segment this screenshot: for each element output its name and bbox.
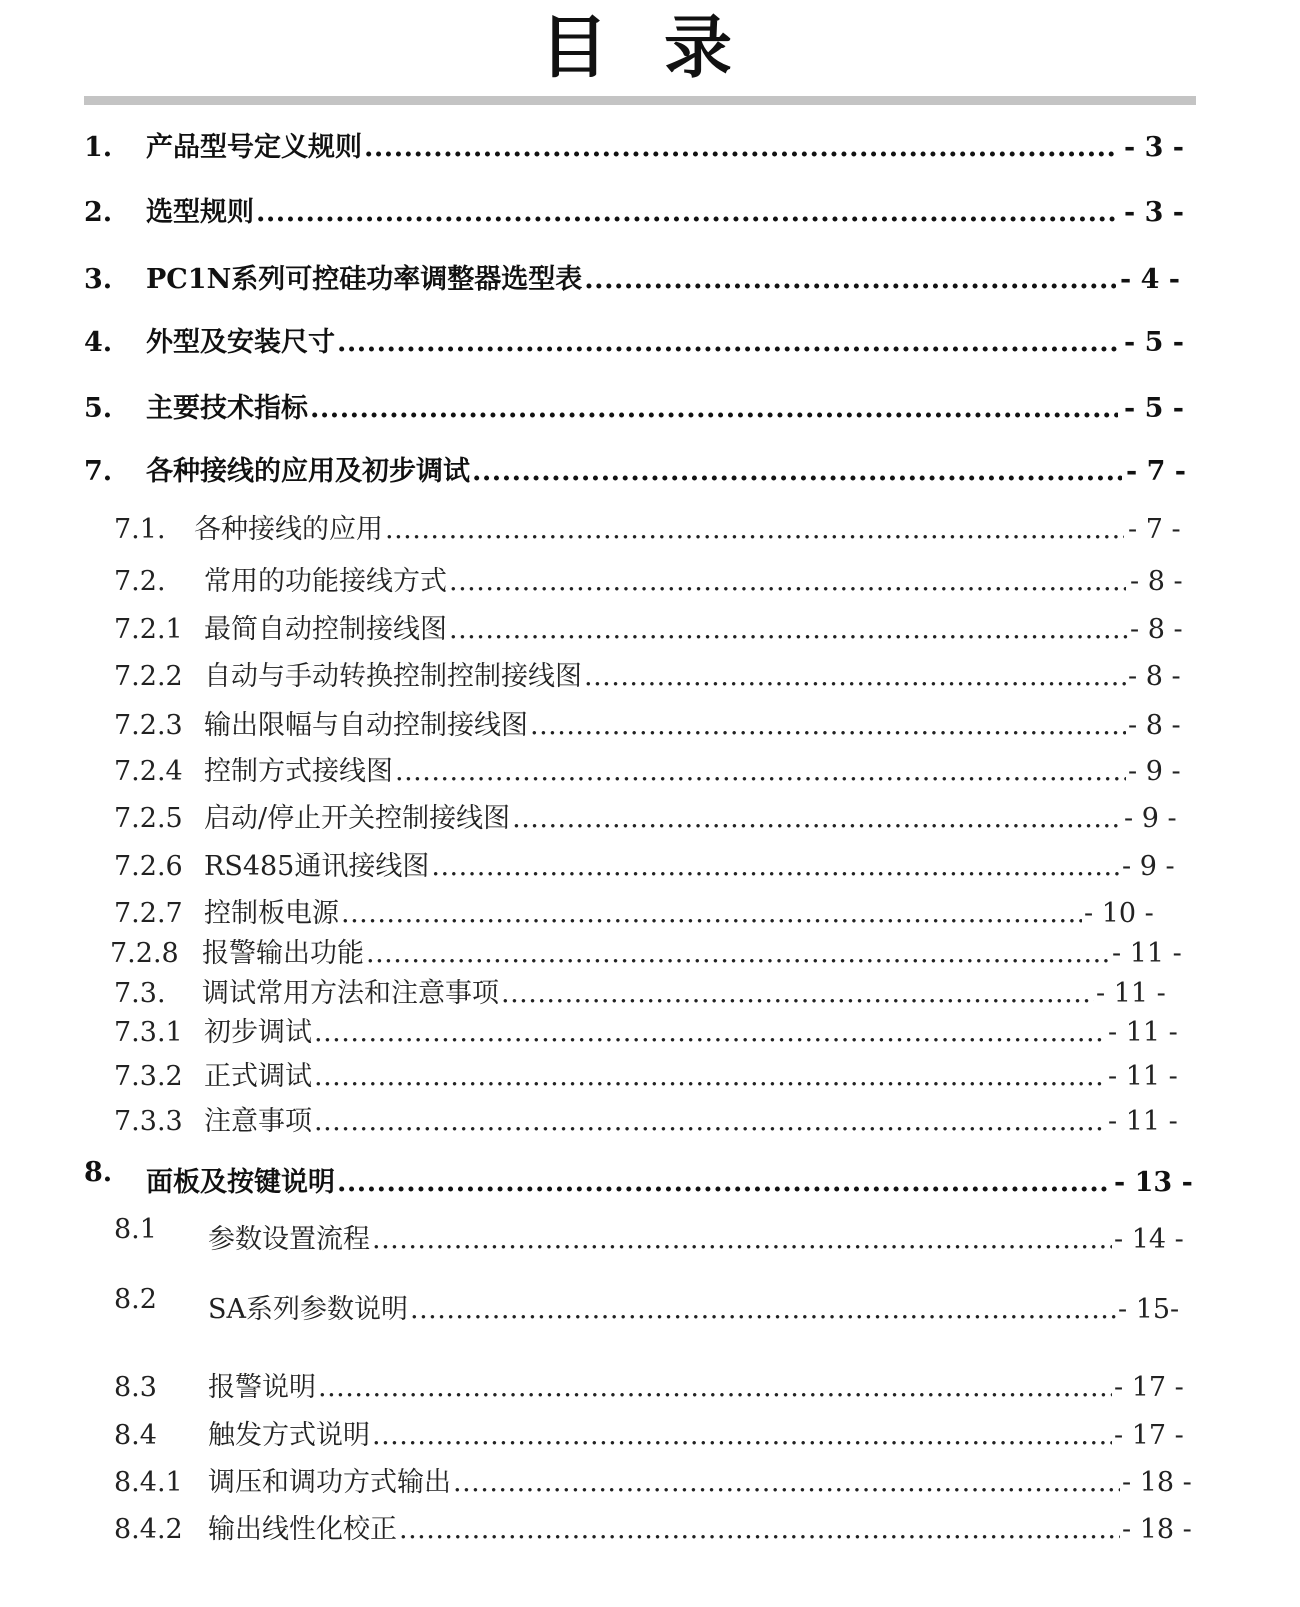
toc-entry-page-number: - 9 - [1124, 803, 1177, 834]
toc-entry-number: 7.2.1 [114, 614, 183, 645]
toc-entry-label: 初步调试 [204, 1017, 312, 1048]
toc-entry-number: 8.4.2 [114, 1514, 183, 1545]
toc-entry-number: 8.3 [114, 1372, 157, 1403]
toc-entry-page-number: - 11 - [1112, 938, 1182, 969]
toc-entry-page-number: - 11 - [1096, 978, 1166, 1009]
title-divider [84, 96, 1196, 105]
toc-entry-leader-dots [449, 562, 1126, 602]
toc-entry-leader-dots [364, 128, 1118, 168]
toc-entry-label: 常用的功能接线方式 [204, 566, 447, 597]
toc-entry[interactable] [0, 260, 1300, 300]
toc-entry-page-number: - 10 - [1084, 898, 1154, 929]
toc-entry-leader-dots [431, 847, 1120, 887]
toc-entry-label: 最简自动控制接线图 [204, 614, 447, 645]
toc-entry-number: 7.3.3 [114, 1106, 183, 1137]
toc-entry-page-number: - 3 - [1124, 132, 1184, 163]
toc-entry-page-number: - 7 - [1126, 456, 1186, 487]
toc-entry[interactable] [0, 1057, 1300, 1097]
toc-entry-label: 自动与手动转换控制控制接线图 [204, 661, 582, 692]
toc-entry-number: 4. [84, 327, 113, 358]
toc-entry[interactable] [0, 847, 1300, 887]
toc-entry[interactable] [0, 1463, 1300, 1503]
toc-entry-leader-dots [318, 1368, 1112, 1408]
toc-entry-leader-dots [395, 752, 1126, 792]
toc-entry-number: 7.3. [114, 978, 166, 1009]
toc-entry-page-number: - 11 - [1108, 1106, 1178, 1137]
toc-entry-label: RS485通讯接线图 [204, 851, 430, 882]
toc-entry[interactable] [0, 1510, 1300, 1550]
toc-entry-label: 产品型号定义规则 [146, 132, 362, 163]
title-char-2: 录 [664, 8, 733, 88]
toc-entry-page-number: - 11 - [1108, 1017, 1178, 1048]
toc-entry-number: 8.4.1 [114, 1467, 183, 1498]
toc-entry[interactable] [0, 1013, 1300, 1053]
toc-entry-number: 8.2 [114, 1284, 157, 1315]
toc-entry-number: 5. [84, 393, 113, 424]
toc-entry-label: 正式调试 [204, 1061, 312, 1092]
toc-entry[interactable] [0, 1368, 1300, 1408]
toc-entry[interactable] [0, 657, 1300, 697]
toc-entry-leader-dots [256, 193, 1118, 233]
toc-entry-leader-dots [501, 974, 1094, 1014]
toc-entry[interactable] [0, 894, 1300, 934]
toc-entry-leader-dots [337, 1163, 1110, 1203]
toc-entry-page-number: - 7 - [1128, 514, 1181, 545]
toc-entry-number: 7.2. [114, 566, 166, 597]
toc-entry-leader-dots [584, 260, 1116, 300]
toc-entry-leader-dots [584, 657, 1126, 697]
toc-entry-leader-dots [410, 1290, 1116, 1330]
toc-entry[interactable] [0, 610, 1300, 650]
toc-entry-label: 调试常用方法和注意事项 [202, 978, 499, 1009]
toc-entry[interactable] [0, 562, 1300, 602]
toc-entry-number: 3. [84, 264, 113, 295]
toc-entry-number: 2. [84, 197, 113, 228]
toc-entry-label: 各种接线的应用及初步调试 [146, 456, 470, 487]
toc-entry[interactable] [0, 452, 1300, 492]
toc-entry-page-number: - 18 - [1122, 1514, 1192, 1545]
toc-entry-label: 注意事项 [204, 1106, 312, 1137]
toc-entry[interactable] [0, 752, 1300, 792]
toc-entry-leader-dots [372, 1416, 1112, 1456]
toc-entry-number: 7.2.4 [114, 756, 183, 787]
toc-entry-page-number: - 14 - [1114, 1224, 1184, 1255]
toc-entry-label: PC1N系列可控硅功率调整器选型表 [146, 264, 583, 295]
toc-entry[interactable] [0, 1157, 1300, 1203]
toc-entry-page-number: - 8 - [1128, 710, 1181, 741]
toc-entry-leader-dots [366, 934, 1110, 974]
toc-entry-page-number: - 5 - [1124, 327, 1184, 358]
toc-entry[interactable] [0, 1102, 1300, 1142]
toc-entry-leader-dots [449, 610, 1128, 650]
toc-entry-number: 7.3.2 [114, 1061, 183, 1092]
toc-entry-leader-dots [314, 1057, 1106, 1097]
toc-entry[interactable] [0, 799, 1300, 839]
toc-entry[interactable] [0, 706, 1300, 746]
toc-entry-label: 控制板电源 [204, 898, 339, 929]
toc-entry-leader-dots [341, 894, 1082, 934]
toc-entry-leader-dots [399, 1510, 1120, 1550]
toc-entry-number: 7. [84, 456, 113, 487]
toc-entry-label: SA系列参数说明 [208, 1294, 408, 1325]
toc-entry-label: 输出限幅与自动控制接线图 [204, 710, 528, 741]
toc-entry-label: 报警说明 [208, 1372, 316, 1403]
toc-entry-leader-dots [314, 1102, 1106, 1142]
toc-entry[interactable] [0, 1416, 1300, 1456]
toc-entry-label: 报警输出功能 [202, 938, 364, 969]
toc-entry[interactable] [0, 510, 1300, 550]
toc-entry-page-number: - 15- [1118, 1294, 1180, 1325]
page-title [0, 8, 1300, 88]
toc-entry[interactable] [0, 1284, 1300, 1330]
toc-entry-number: 8.1 [114, 1214, 157, 1245]
toc-entry[interactable] [0, 1214, 1300, 1260]
toc-entry-label: 外型及安装尺寸 [146, 327, 335, 358]
toc-entry-number: 7.2.6 [114, 851, 183, 882]
toc-entry-number: 7.2.5 [114, 803, 183, 834]
toc-entry-leader-dots [512, 799, 1122, 839]
toc-entry[interactable] [0, 934, 1300, 974]
toc-entry[interactable] [0, 128, 1300, 168]
toc-entry-page-number: - 13 - [1114, 1167, 1193, 1198]
toc-entry-label: 触发方式说明 [208, 1420, 370, 1451]
toc-entry-number: 7.2.3 [114, 710, 183, 741]
toc-entry-label: 参数设置流程 [208, 1224, 370, 1255]
toc-entry-number: 7.2.7 [114, 898, 183, 929]
toc-entry-label: 控制方式接线图 [204, 756, 393, 787]
toc-entry-label: 输出线性化校正 [208, 1514, 397, 1545]
toc-entry-label: 各种接线的应用 [194, 514, 383, 545]
toc-entry[interactable] [0, 193, 1300, 233]
toc-entry-number: 8. [84, 1157, 113, 1188]
toc-entry-page-number: - 17 - [1114, 1372, 1184, 1403]
toc-entry-page-number: - 9 - [1122, 851, 1175, 882]
toc-entry-label: 启动/停止开关控制接线图 [204, 803, 511, 834]
toc-entry-page-number: - 18 - [1122, 1467, 1192, 1498]
toc-entry-page-number: - 9 - [1128, 756, 1181, 787]
toc-entry-leader-dots [385, 510, 1124, 550]
toc-entry[interactable] [0, 389, 1300, 429]
toc-entry-number: 8.4 [114, 1420, 157, 1451]
toc-entry-page-number: - 8 - [1130, 614, 1183, 645]
toc-entry-leader-dots [310, 389, 1118, 429]
toc-entry-number: 1. [84, 132, 113, 163]
toc-entry-page-number: - 8 - [1128, 661, 1181, 692]
toc-entry-leader-dots [314, 1013, 1106, 1053]
toc-entry-page-number: - 5 - [1124, 393, 1184, 424]
toc-entry[interactable] [0, 974, 1300, 1014]
toc-entry-label: 主要技术指标 [146, 393, 308, 424]
toc-entry-page-number: - 4 - [1120, 264, 1180, 295]
toc-entry-leader-dots [337, 323, 1118, 363]
toc-entry-number: 7.1. [114, 514, 166, 545]
toc-entry-page-number: - 8 - [1130, 566, 1183, 597]
toc-entry-label: 面板及按键说明 [146, 1167, 335, 1198]
toc-entry-leader-dots [472, 452, 1122, 492]
toc-entry-number: 7.2.2 [114, 661, 183, 692]
title-char-1: 目 [540, 8, 609, 88]
toc-entry-page-number: - 3 - [1124, 197, 1184, 228]
toc-entry-label: 选型规则 [146, 197, 254, 228]
toc-entry-leader-dots [530, 706, 1126, 746]
toc-entry-label: 调压和调功方式输出 [208, 1467, 451, 1498]
toc-entry-page-number: - 17 - [1114, 1420, 1184, 1451]
toc-entry[interactable] [0, 323, 1300, 363]
toc-entry-leader-dots [453, 1463, 1120, 1503]
toc-entry-page-number: - 11 - [1108, 1061, 1178, 1092]
toc-entry-number: 7.2.8 [110, 938, 179, 969]
toc-entry-number: 7.3.1 [114, 1017, 183, 1048]
toc-entry-leader-dots [372, 1220, 1112, 1260]
